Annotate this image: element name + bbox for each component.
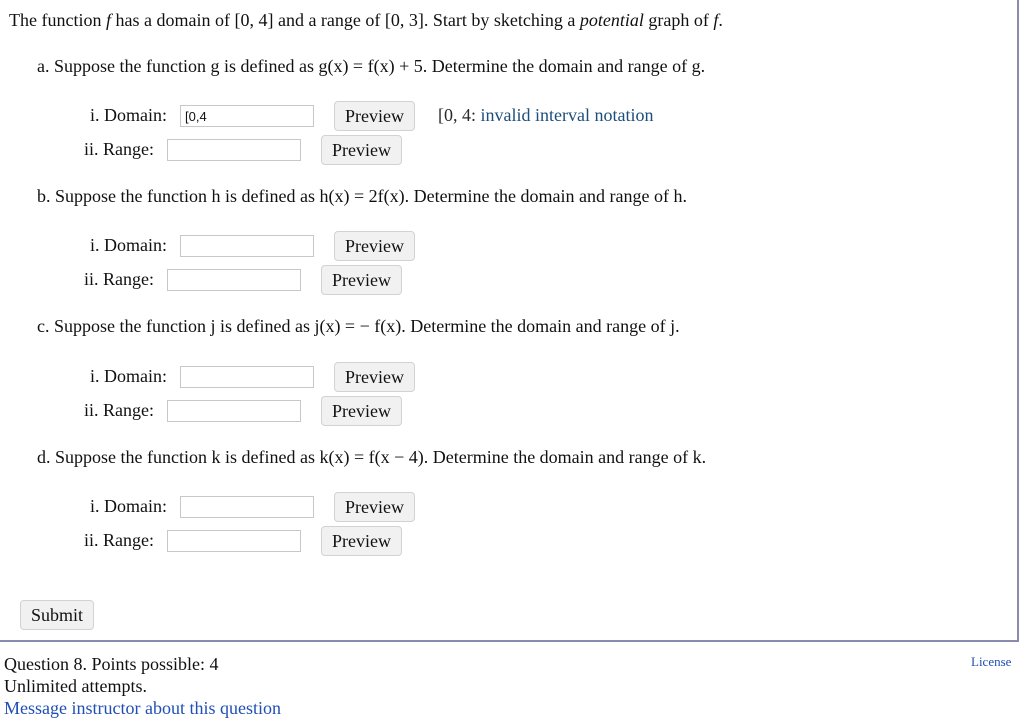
- part-c-domain-input[interactable]: [180, 366, 314, 388]
- message-instructor-link[interactable]: Message instructor about this question: [4, 698, 281, 718]
- part-a-range-label: ii. Range:: [84, 139, 154, 159]
- part-b-range-label: ii. Range:: [84, 269, 154, 289]
- part-d-domain-input[interactable]: [180, 496, 314, 518]
- feedback-value: [0, 4:: [438, 105, 476, 125]
- part-d-range-input[interactable]: [167, 530, 301, 552]
- part-a-range-preview-button[interactable]: Preview: [321, 135, 402, 165]
- part-c-domain-preview-button[interactable]: Preview: [334, 362, 415, 392]
- submit-button[interactable]: Submit: [20, 600, 94, 630]
- part-a-domain-feedback: [438, 105, 653, 126]
- part-b-range-preview-button[interactable]: Preview: [321, 265, 402, 295]
- part-d-domain-label: i. Domain:: [90, 496, 167, 516]
- attempts-info: Unlimited attempts.: [4, 676, 147, 696]
- part-c-range-preview-button[interactable]: Preview: [321, 396, 402, 426]
- part-a-domain-label: i. Domain:: [90, 105, 167, 125]
- part-b-domain-label: i. Domain:: [90, 235, 167, 255]
- question-stem: The function f has a domain of [0, 4] and a range of [0, 3]. Start by sketching a potential graph of f.: [9, 10, 723, 30]
- part-a-range-input[interactable]: [167, 139, 301, 161]
- part-b-domain-input[interactable]: [180, 235, 314, 257]
- part-d-prompt: d. Suppose the function k is defined as k(x) = f(x − 4). Determine the domain and range of k.: [37, 447, 707, 467]
- points-info: Question 8. Points possible: 4: [4, 654, 219, 674]
- part-d-range-preview-button[interactable]: Preview: [321, 526, 402, 556]
- feedback-message: invalid interval notation: [480, 105, 654, 125]
- part-a-prompt: a. Suppose the function g is defined as g(x) = f(x) + 5. Determine the domain and range of g.: [37, 56, 706, 76]
- part-c-range-input[interactable]: [167, 400, 301, 422]
- license-link[interactable]: License: [971, 654, 1012, 669]
- part-b-range-input[interactable]: [167, 269, 301, 291]
- part-b-prompt: b. Suppose the function h is defined as h(x) = 2f(x). Determine the domain and range of h.: [37, 186, 687, 206]
- part-c-prompt: c. Suppose the function j is defined as j(x) = − f(x). Determine the domain and range of j.: [37, 316, 680, 336]
- part-a-domain-preview-button[interactable]: Preview: [334, 101, 415, 131]
- part-a-domain-input[interactable]: [180, 105, 314, 127]
- part-b-domain-preview-button[interactable]: Preview: [334, 231, 415, 261]
- part-c-domain-label: i. Domain:: [90, 366, 167, 386]
- part-d-range-label: ii. Range:: [84, 530, 154, 550]
- part-c-range-label: ii. Range:: [84, 400, 154, 420]
- part-d-domain-preview-button[interactable]: Preview: [334, 492, 415, 522]
